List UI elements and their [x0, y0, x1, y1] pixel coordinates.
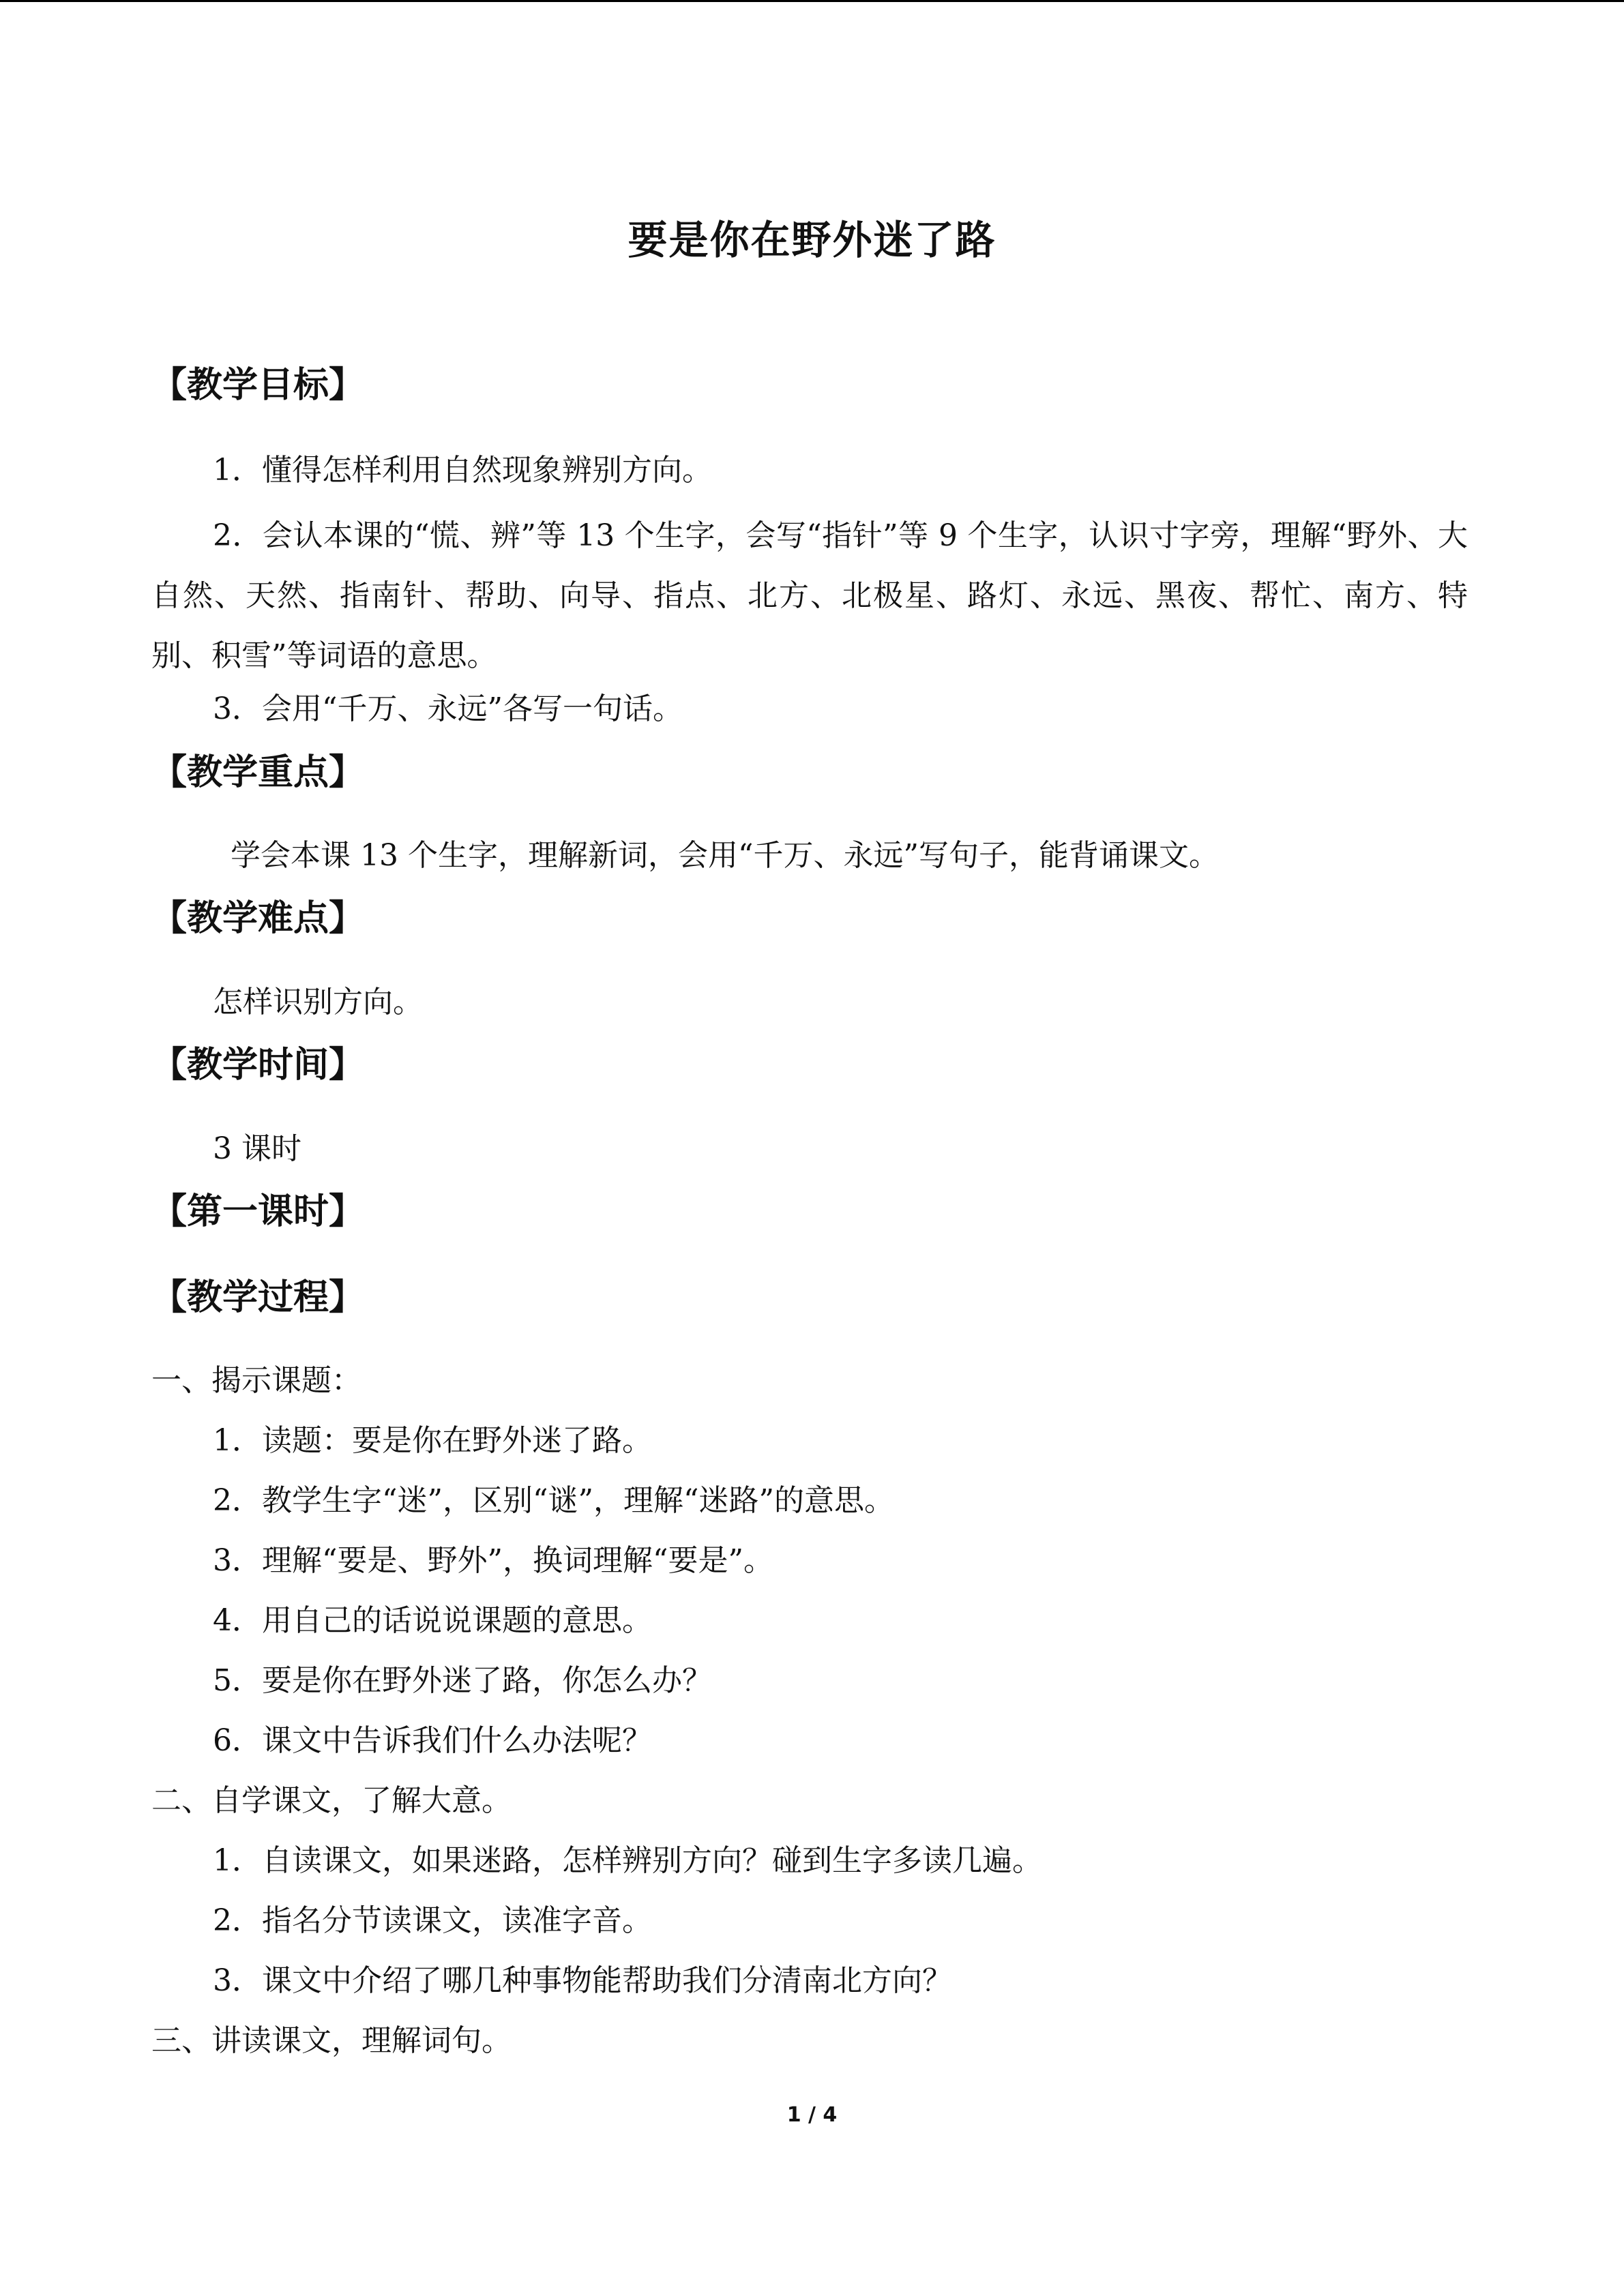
heading-objectives: 【教学目标】 [151, 365, 365, 406]
page-title: 要是你在野外迷了路 [628, 217, 996, 263]
objective-item-2: 2．会认本课的“慌、辨”等 13 个生字，会写“指针”等 9 个生字，认识寸字旁，理解“野外、大自然、天然、指南针、帮助、向导、指点、北方、北极星、路灯、永远、黑夜、帮忙、南方、特别、积雪”等词语的意思。 [151, 518, 1468, 673]
process-part1-item: 4．用自己的话说说课题的意思。 [213, 1603, 652, 1638]
heading-key-points: 【教学重点】 [151, 752, 365, 793]
heading-first-lesson: 【第一课时】 [151, 1191, 365, 1232]
page-number: 1 / 4 [786, 2103, 838, 2127]
page-top-border [0, 0, 1624, 2]
heading-process: 【教学过程】 [151, 1277, 365, 1318]
process-part1-item: 3．理解“要是、野外”，换词理解“要是”。 [213, 1543, 773, 1578]
process-part1-item: 6．课文中告诉我们什么办法呢？ [213, 1723, 652, 1758]
process-part1-item: 5．要是你在野外迷了路，你怎么办？ [213, 1663, 712, 1698]
objective-item-1: 1．懂得怎样利用自然现象辨别方向。 [213, 453, 712, 488]
objective-item-3: 3．会用“千万、永远”各写一句话。 [213, 691, 683, 726]
process-part1-item: 2．教学生字“迷”，区别“谜”，理解“迷路”的意思。 [213, 1483, 894, 1518]
time-text: 3 课时 [213, 1131, 301, 1166]
difficulties-text: 怎样识别方向。 [213, 985, 423, 1019]
process-part1-item: 1．读题：要是你在野外迷了路。 [213, 1423, 652, 1458]
key-points-text: 学会本课 13 个生字，理解新词，会用“千万、永远”写句子，能背诵课文。 [231, 838, 1219, 873]
heading-difficulties: 【教学难点】 [151, 898, 365, 939]
process-part3-label: 三、讲读课文，理解词句。 [151, 2023, 512, 2058]
process-part2-item: 1．自读课文，如果迷路，怎样辨别方向？碰到生字多读几遍。 [213, 1843, 1042, 1878]
process-part2-label: 二、自学课文，了解大意。 [151, 1783, 512, 1818]
process-part2-item: 3．课文中介绍了哪几种事物能帮助我们分清南北方向？ [213, 1963, 952, 1998]
process-part1-label: 一、揭示课题： [151, 1363, 361, 1398]
heading-time: 【教学时间】 [151, 1045, 365, 1086]
process-part2-item: 2．指名分节读课文，读准字音。 [213, 1903, 652, 1938]
